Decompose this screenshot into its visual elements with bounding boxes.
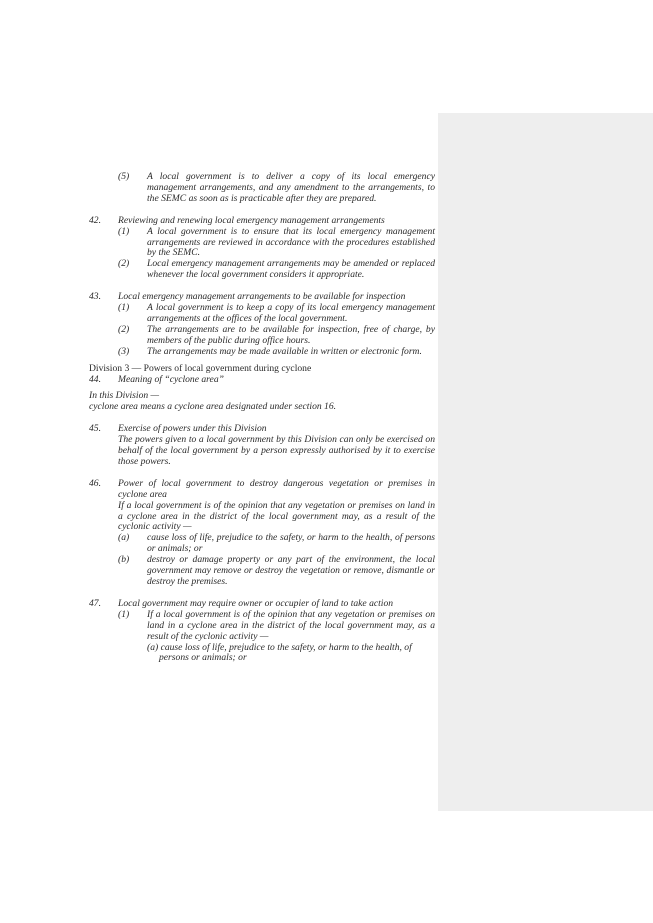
section-46: [89, 479, 435, 588]
paragraph-a: (a) cause loss of life, prejudice to the safety, or harm to the health, of persons or animals; or: [147, 641, 412, 664]
section-heading: Reviewing and renewing local emergency management arrangements: [118, 214, 385, 226]
subsection: [118, 347, 435, 358]
paragraph: [118, 555, 435, 588]
subsection: [118, 227, 435, 260]
division-heading: Division 3 — Powers of local government during cyclone: [89, 362, 312, 374]
subsection-text: If a local government is of the opinion that any vegetation or premises on land in a cyclone area in the district of the local government may, as a result of the cyclonic activity —: [147, 608, 435, 642]
subsection-41-5: [118, 172, 435, 205]
comment-margin-pane: [438, 113, 653, 811]
subsection-text: A local government is to ensure that its local emergency management arrangements are reviewed in accordance with the procedures established by the SEMC.: [147, 225, 435, 259]
subsection-text: A local government is to deliver a copy of its local emergency management arrangements, and any amendment to the arrangements, to the SEMC as soon as is practicable after they are prepared.: [147, 171, 435, 204]
section-number: 42.: [89, 214, 101, 226]
subsection-number: (2): [118, 258, 130, 270]
document-body: [89, 172, 435, 664]
section-number: 44.: [89, 373, 101, 385]
section-44: [89, 375, 435, 414]
section-45: [89, 424, 435, 468]
section-43: [89, 292, 435, 357]
paragraph-number: (b): [118, 554, 130, 566]
paragraph: [118, 533, 435, 555]
subsection-number: (1): [118, 608, 130, 620]
section-47: [89, 599, 435, 664]
section-heading: Local emergency management arrangements to be available for inspection: [118, 291, 406, 303]
paragraph-text: cause loss of life, prejudice to the safety, or harm to the health, of persons or animals; or: [147, 532, 435, 555]
subsection-text: A local government is to keep a copy of its local emergency management arrangements at the offices of the local government.: [147, 302, 435, 324]
section-number: 45.: [89, 423, 101, 435]
subsection-number: (2): [118, 323, 130, 335]
section-text: The powers given to a local government by this Division can only be exercised on behalf of the local government by a person expressly authorised by it to exercise those powers.: [118, 434, 435, 467]
subsection-text: The arrangements may be made available in written or electronic form.: [147, 345, 422, 357]
definition-text: cyclone area means a cyclone area designated under section 16.: [89, 401, 337, 413]
subsection-text: Local emergency management arrangements may be amended or replaced whenever the local government considers it appropriate.: [147, 258, 435, 281]
subsection-number: (1): [118, 225, 130, 237]
section-number: 46.: [89, 477, 101, 489]
section-heading: Meaning of “cyclone area”: [118, 373, 224, 385]
section-heading: Power of local government to destroy dangerous vegetation or premises in cyclone area: [118, 477, 435, 500]
section-42: [89, 216, 435, 281]
paragraph-number: (a): [118, 532, 130, 544]
definition-intro: In this Division —: [89, 390, 160, 402]
section-heading: Local government may require owner or occupier of land to take action: [118, 597, 394, 609]
subsection-text: The arrangements are to be available for inspection, free of charge, by members of the public during office hours.: [147, 323, 435, 346]
section-heading: Exercise of powers under this Division: [118, 423, 267, 435]
subsection: [118, 259, 435, 281]
subsection-number: (1): [118, 302, 130, 314]
subsection: [118, 325, 435, 347]
section-intro: If a local government is of the opinion that any vegetation or premises on land in a cyclone area in the district of the local government may, as a result of the cyclonic activity —: [118, 499, 435, 533]
section-number: 43.: [89, 291, 101, 303]
subsection-number: (3): [118, 345, 130, 357]
subsection: [118, 303, 435, 325]
subsection-number: (5): [118, 171, 130, 182]
subsection: [118, 610, 435, 643]
paragraph-text: destroy or damage property or any part of the environment, the local government may remove or destroy the vegetation or remove, dismantle or destroy the premises.: [147, 554, 435, 587]
section-number: 47.: [89, 597, 101, 609]
